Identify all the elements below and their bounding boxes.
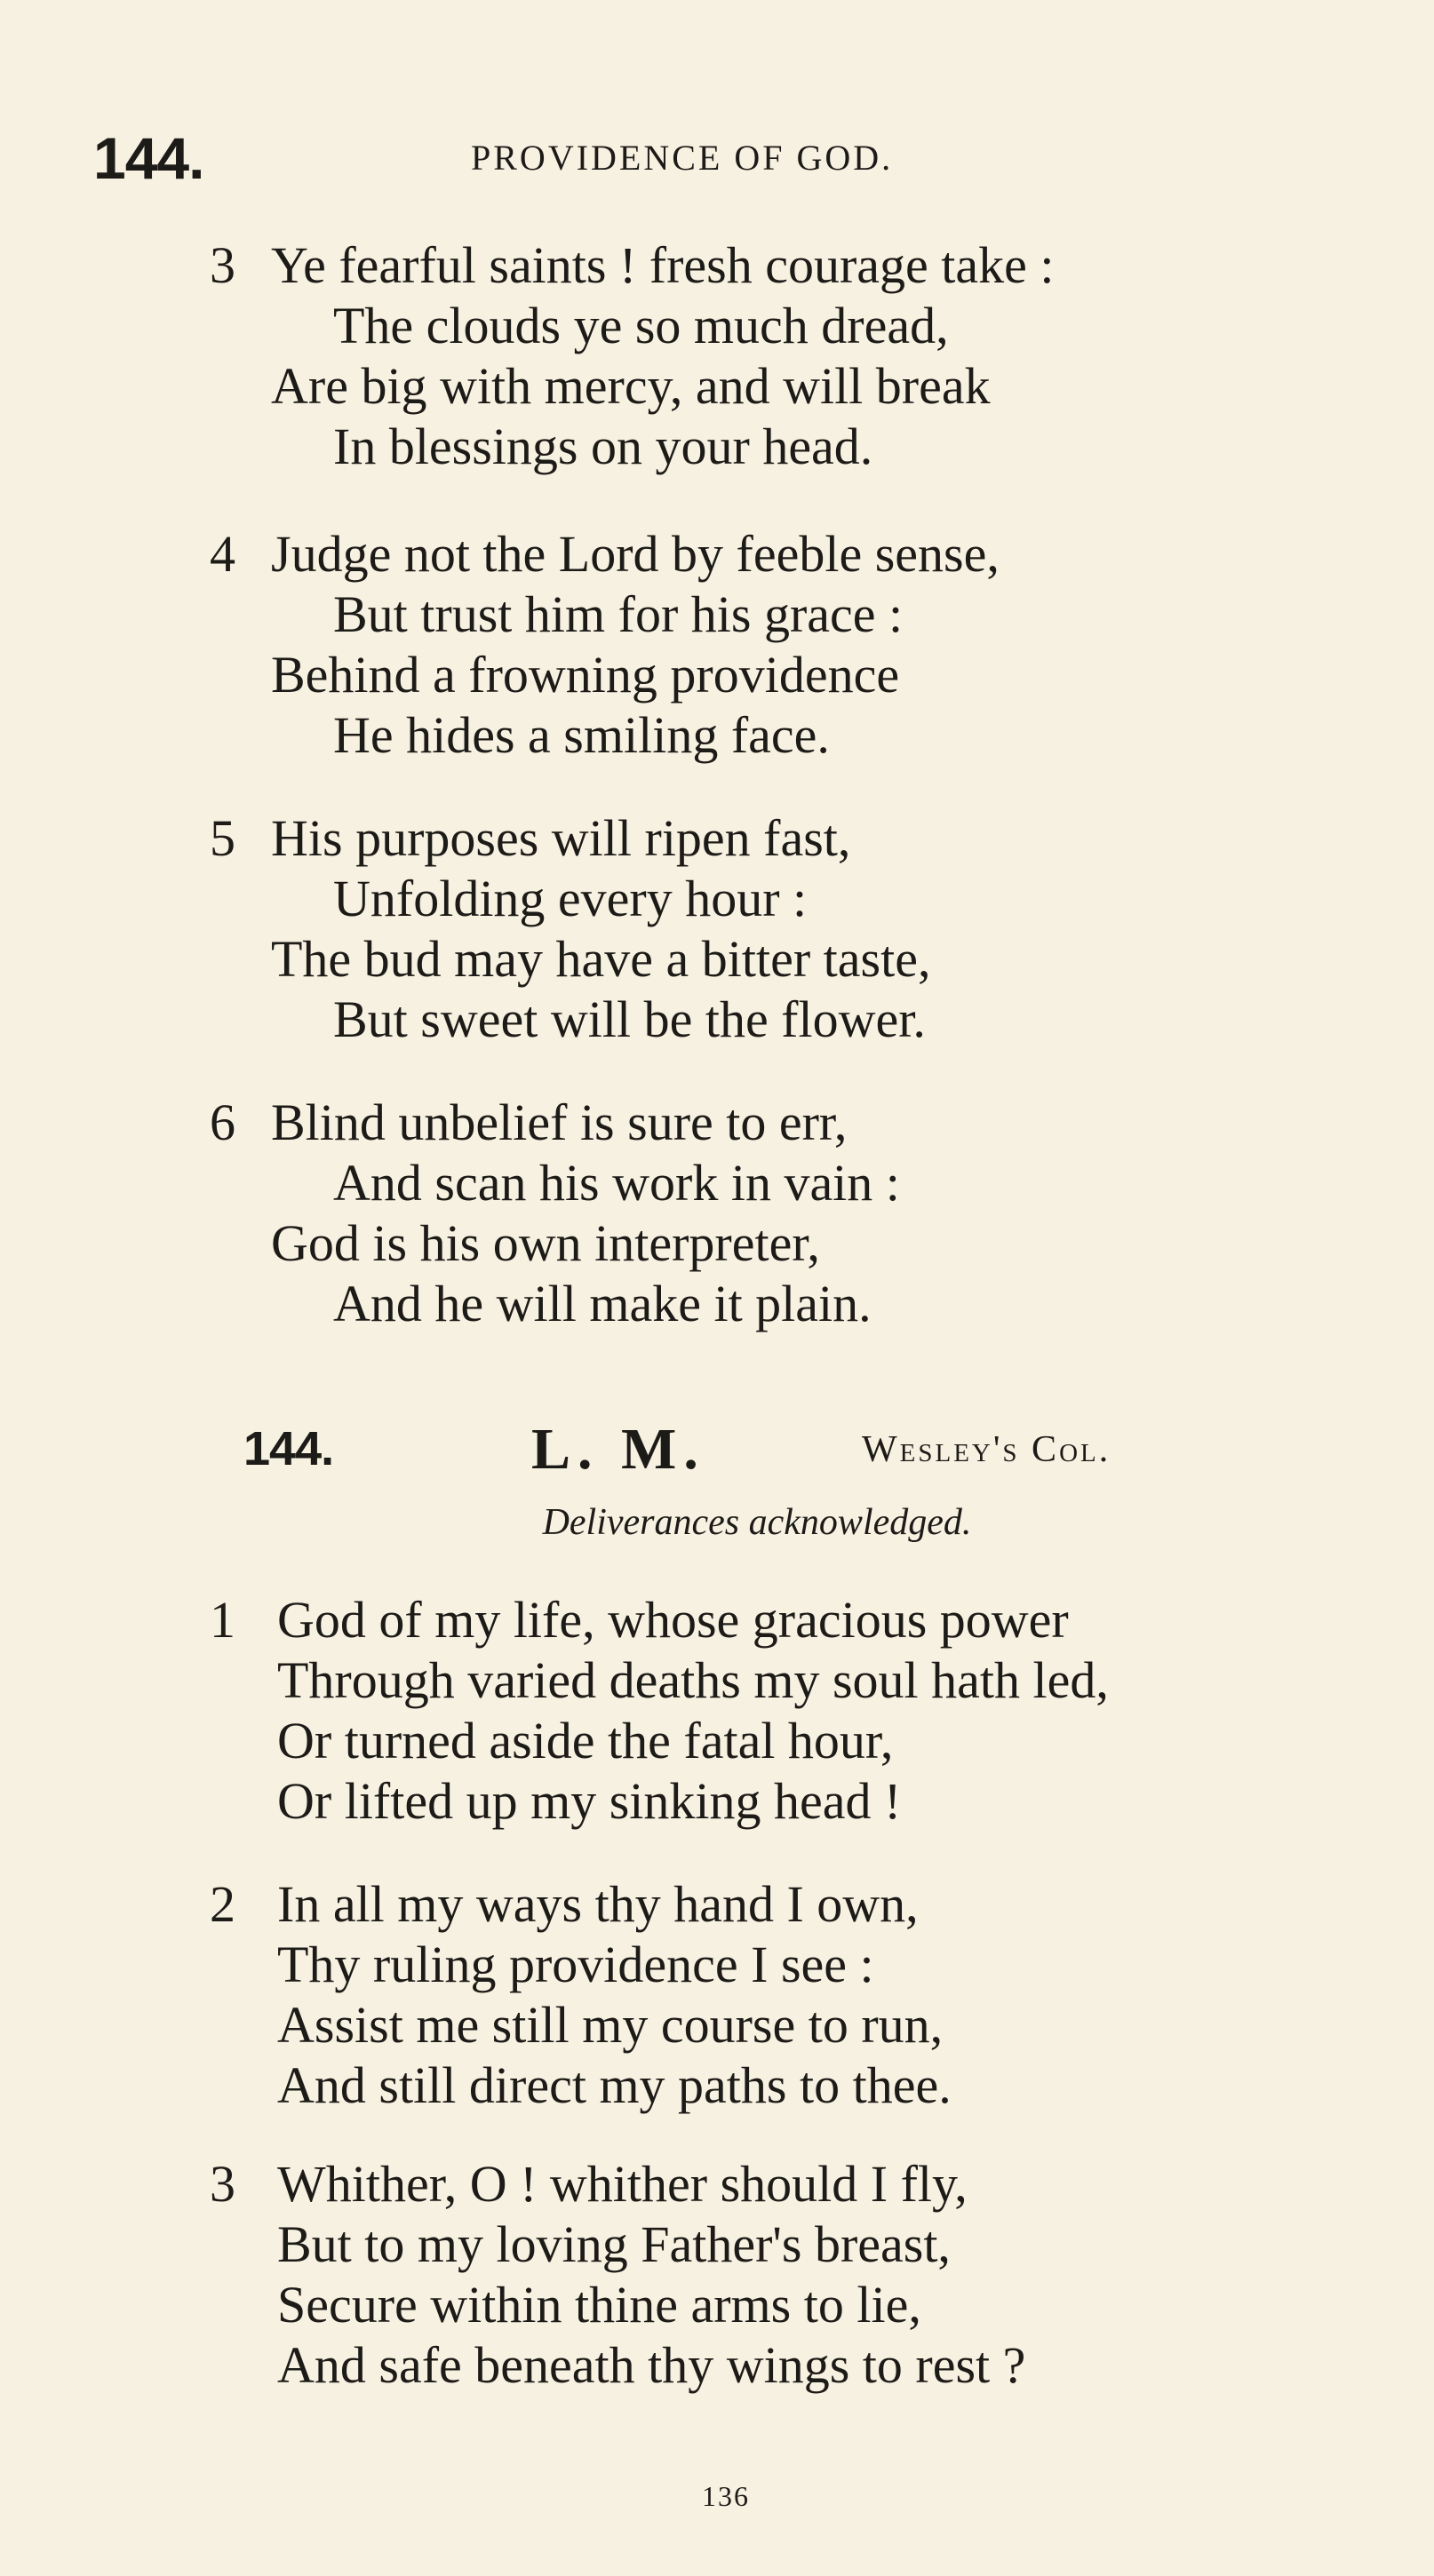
hymn-author: Wesley's Col.: [862, 1429, 1111, 1470]
verse-line: Through varied deaths my soul hath led,: [277, 1651, 1109, 1709]
verse-line: And still direct my paths to thee.: [277, 2056, 952, 2114]
verse-line: Unfolding every hour :: [333, 870, 808, 927]
verse-line: God is his own interpreter,: [271, 1214, 820, 1272]
verse-line: Whither, O ! whither should I fly,: [277, 2155, 968, 2213]
verse-line: But sweet will be the flower.: [333, 990, 926, 1048]
verse-line: The bud may have a bitter taste,: [271, 930, 931, 988]
hymn-header: [0, 1417, 1434, 1492]
stanza-number: 5: [210, 809, 235, 867]
verse-line: God of my life, whose gracious power: [277, 1591, 1069, 1649]
stanza-number: 3: [210, 2155, 235, 2213]
verse-line: Judge not the Lord by feeble sense,: [271, 525, 1000, 583]
stanza-number: 2: [210, 1875, 235, 1933]
hymn-meter: L. M.: [531, 1417, 705, 1482]
stanza-number: 1: [210, 1591, 235, 1649]
page-number: 136: [702, 2480, 750, 2512]
stanza-number: 4: [210, 525, 235, 583]
verse-line: Behind a frowning providence: [271, 646, 900, 704]
hymn-subtitle: Deliverances acknowledged.: [542, 1502, 972, 1543]
verse-line: And safe beneath thy wings to rest ?: [277, 2336, 1026, 2394]
stanza-number: 6: [210, 1093, 235, 1151]
verse-line: And he will make it plain.: [333, 1275, 872, 1332]
verse-line: But trust him for his grace :: [333, 585, 904, 643]
verse-line: Ye fearful saints ! fresh courage take :: [271, 236, 1055, 294]
verse-line: Or lifted up my sinking head !: [277, 1772, 902, 1830]
verse-line: In blessings on your head.: [333, 417, 873, 475]
verse-line: Secure within thine arms to lie,: [277, 2276, 921, 2334]
verse-line: Are big with mercy, and will break: [271, 357, 991, 415]
verse-line: In all my ways thy hand I own,: [277, 1875, 919, 1933]
verse-line: Or turned aside the fatal hour,: [277, 1712, 894, 1769]
verse-line: The clouds ye so much dread,: [333, 297, 949, 354]
verse-line: And scan his work in vain :: [333, 1154, 900, 1212]
verse-line: Thy ruling providence I see :: [277, 1936, 874, 1993]
stanza-number: 3: [210, 236, 235, 294]
verse-line: His purposes will ripen fast,: [271, 809, 851, 867]
verse-line: But to my loving Father's breast,: [277, 2215, 951, 2273]
verse-line: Assist me still my course to run,: [277, 1996, 944, 2054]
page-section-title: PROVIDENCE OF GOD.: [471, 138, 894, 178]
page-hymn-marker: 144.: [93, 125, 204, 191]
verse-line: He hides a smiling face.: [333, 706, 830, 764]
hymn-number: 144.: [243, 1422, 334, 1475]
running-head: [93, 124, 1337, 195]
verse-line: Blind unbelief is sure to err,: [271, 1093, 848, 1151]
